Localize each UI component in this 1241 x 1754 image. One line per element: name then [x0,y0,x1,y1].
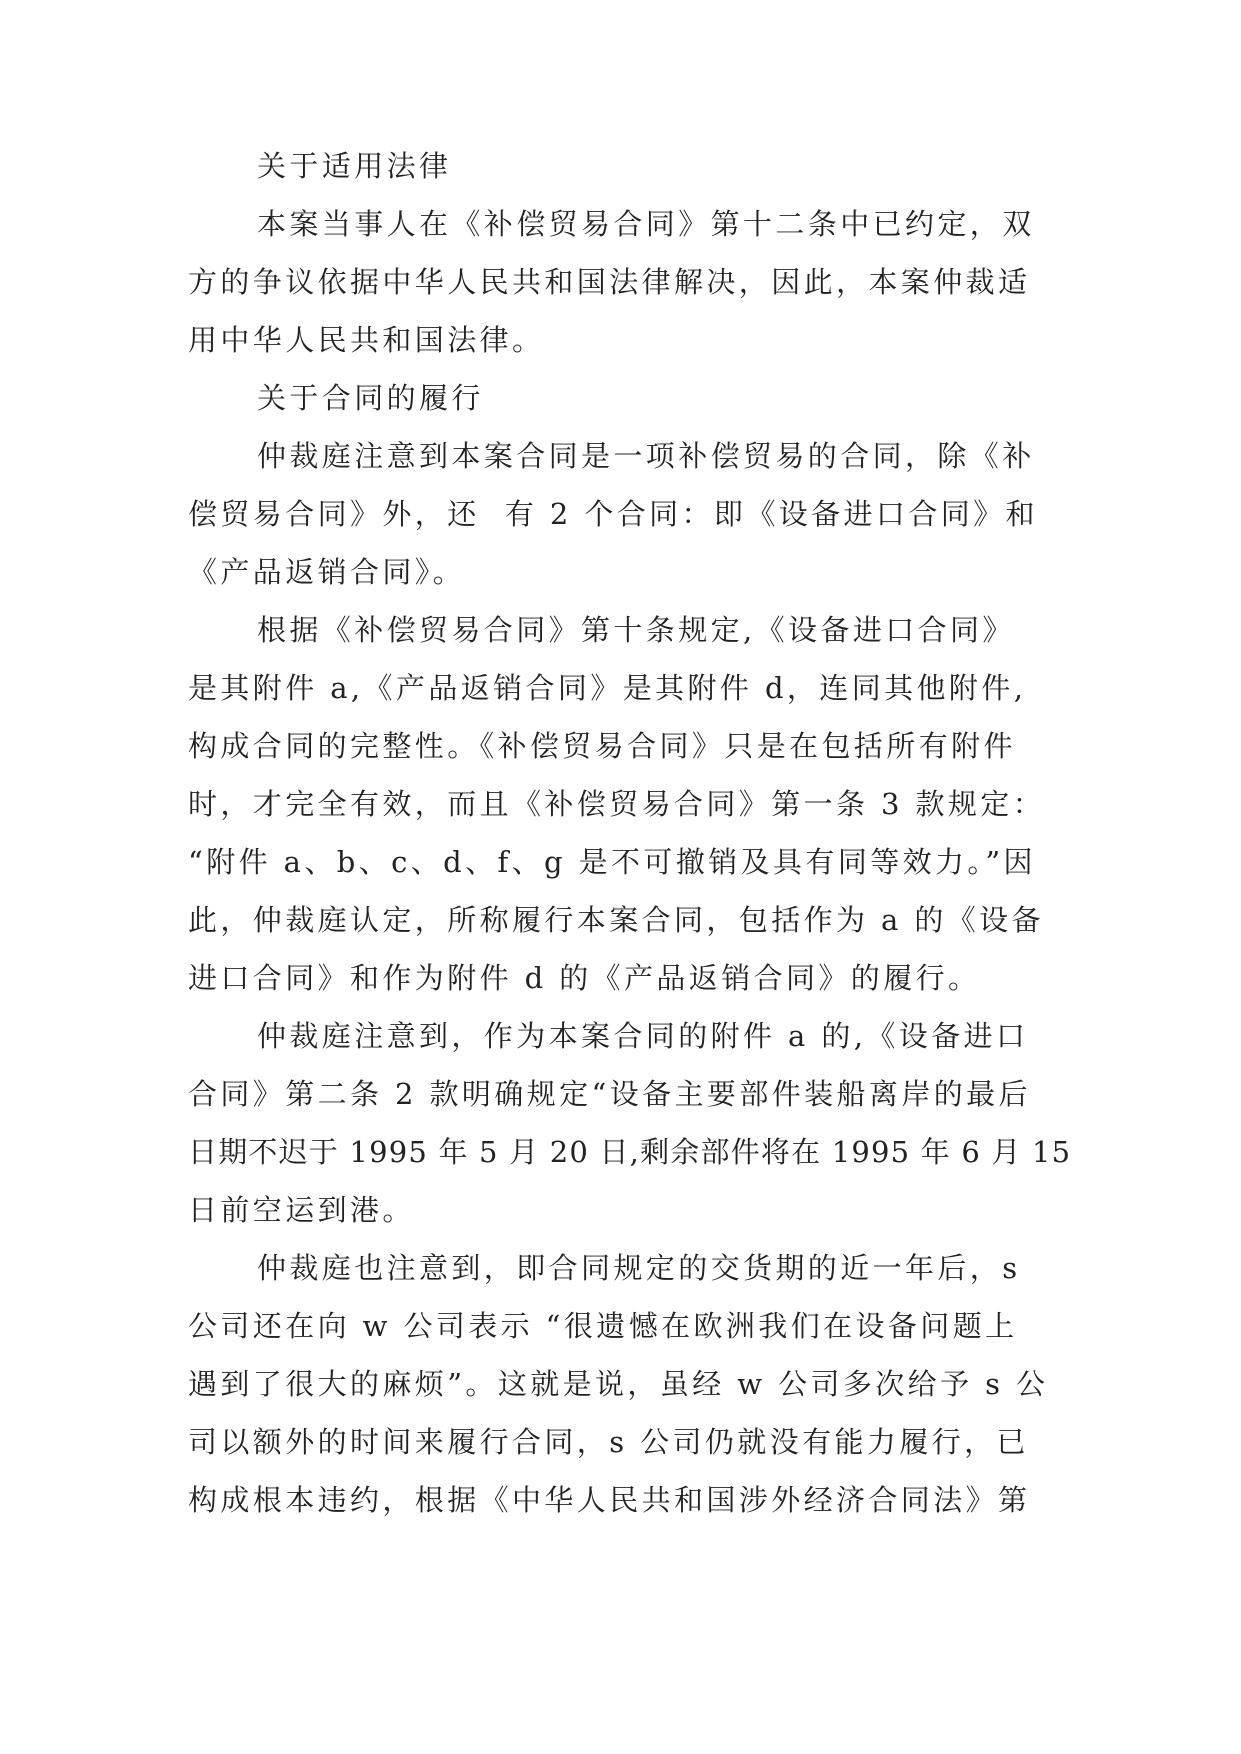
paragraph-line: 遇到了很大的麻烦”。这就是说，虽经 w 公司多次给予 s 公 [188,1367,1049,1401]
paragraph-line: 构成合同的完整性。《补偿贸易合同》只是在包括所有附件 [188,729,1016,763]
paragraph-line: 司以额外的时间来履行合同，s 公司仍就没有能力履行，已 [188,1425,1029,1459]
paragraph-line: 是其附件 a,《产品返销合同》是其附件 d，连同其他附件, [188,671,1027,705]
paragraph-line: 本案当事人在《补偿贸易合同》第十二条中已约定，双 [257,207,1035,241]
paragraph-line: 《产品返销合同》。 [188,555,466,589]
paragraph-line: 构成根本违约，根据《中华人民共和国涉外经济合同法》第 [188,1483,1031,1517]
section-heading-contract-performance: 关于合同的履行 [257,381,484,415]
paragraph-line: 时，才完全有效，而且《补偿贸易合同》第一条 3 款规定： [188,787,1046,821]
paragraph-line: 日期不迟于 1995 年 5 月 20 日,剩余部件将在 1995 年 6 月 15 [188,1135,1072,1169]
paragraph-line: 仲裁庭注意到，作为本案合同的附件 a 的,《设备进口 [257,1019,1029,1053]
paragraph-line: 日前空运到港。 [188,1193,415,1227]
paragraph-line: 偿贸易合同》外，还 有 2 个合同：即《设备进口合同》和 [188,497,1038,531]
paragraph-line: 仲裁庭注意到本案合同是一项补偿贸易的合同，除《补 [257,439,1035,473]
paragraph-line: 此，仲裁庭认定，所称履行本案合同，包括作为 a 的《设备 [188,903,1044,937]
section-heading-applicable-law: 关于适用法律 [257,149,452,183]
paragraph-line: 合同》第二条 2 款明确规定“设备主要部件装船离岸的最后 [188,1077,1031,1111]
paragraph-line: 进口合同》和作为附件 d 的《产品返销合同》的履行。 [188,961,981,995]
paragraph-line: 用中华人民共和国法律。 [188,323,545,357]
paragraph-line: 方的争议依据中华人民共和国法律解决，因此，本案仲裁适 [188,265,1031,299]
paragraph-line: 仲裁庭也注意到，即合同规定的交货期的近一年后，s [257,1251,1021,1285]
paragraph-line: “附件 a、b、c、d、f、g 是不可撤销及具有同等效力。”因 [188,845,1036,879]
paragraph-line: 根据《补偿贸易合同》第十条规定,《设备进口合同》 [257,613,1015,647]
paragraph-line: 公司还在向 w 公司表示 “很遗憾在欧洲我们在设备问题上 [188,1309,1018,1343]
